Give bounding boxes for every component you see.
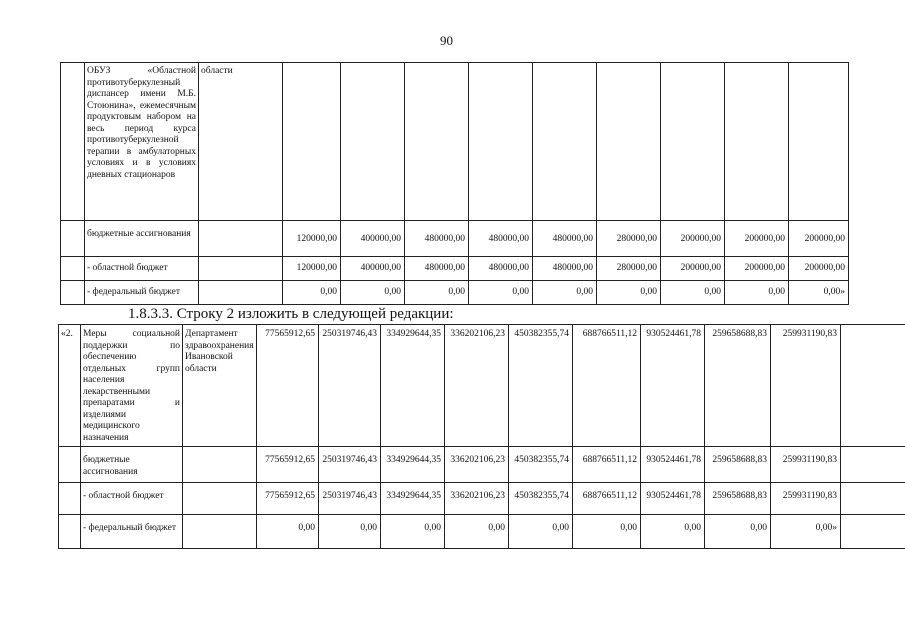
value-cell: 200000,00 [661, 221, 725, 257]
value-cell: 930524461,78 [641, 325, 705, 447]
empty-cell [183, 447, 257, 483]
value-cell: 259931190,83 [771, 447, 841, 483]
value-cell: 688766511,12 [573, 325, 641, 447]
value-cell: 259658688,83 [705, 325, 771, 447]
value-cell: 250319746,43 [319, 483, 381, 515]
empty-cell [61, 257, 85, 281]
value-cell: 0,00 [283, 281, 341, 305]
empty-cell [199, 257, 283, 281]
value-cell: 930524461,78 [641, 483, 705, 515]
value-cell: 0,00 [573, 515, 641, 549]
table-row [59, 447, 905, 483]
table-row [61, 63, 849, 221]
empty-cell [841, 325, 905, 447]
value-cell: 120000,00 [283, 257, 341, 281]
empty-cell [725, 63, 789, 221]
value-cell: 0,00 [319, 515, 381, 549]
empty-cell [199, 281, 283, 305]
empty-cell [183, 483, 257, 515]
value-cell: 0,00» [789, 281, 849, 305]
executor-cell: Департамент здравоохранения Ивановской области [183, 325, 257, 447]
value-cell: 280000,00 [597, 257, 661, 281]
value-cell: 200000,00 [661, 257, 725, 281]
value-cell: 334929644,35 [381, 447, 445, 483]
value-cell: 0,00 [641, 515, 705, 549]
table-row [59, 515, 905, 549]
empty-cell [59, 447, 81, 483]
empty-cell [59, 483, 81, 515]
section-heading: 1.8.3.3. Строку 2 изложить в следующей редакции: [128, 306, 454, 322]
row-label: - федеральный бюджет [81, 515, 183, 549]
value-cell: 259658688,83 [705, 447, 771, 483]
value-cell: 0,00 [469, 281, 533, 305]
value-cell: 336202106,23 [445, 447, 509, 483]
value-cell: 0,00 [725, 281, 789, 305]
value-cell: 0,00 [597, 281, 661, 305]
value-cell: 280000,00 [597, 221, 661, 257]
value-cell: 77565912,65 [257, 483, 319, 515]
empty-cell [341, 63, 405, 221]
table-upper [60, 62, 849, 305]
row-label: - областной бюджет [81, 483, 183, 515]
value-cell: 0,00» [771, 515, 841, 549]
value-cell: 480000,00 [469, 257, 533, 281]
value-cell: 200000,00 [789, 257, 849, 281]
value-cell: 0,00 [405, 281, 469, 305]
value-cell: 480000,00 [533, 257, 597, 281]
value-cell: 0,00 [705, 515, 771, 549]
value-cell: 200000,00 [789, 221, 849, 257]
empty-cell [597, 63, 661, 221]
table-row [61, 221, 849, 257]
empty-cell [405, 63, 469, 221]
value-cell: 200000,00 [725, 221, 789, 257]
row-label: бюджетные ассигнования [85, 221, 199, 257]
value-cell: 480000,00 [405, 257, 469, 281]
value-cell: 450382355,74 [509, 325, 573, 447]
value-cell: 400000,00 [341, 221, 405, 257]
empty-cell [533, 63, 597, 221]
value-cell: 450382355,74 [509, 483, 573, 515]
empty-cell [183, 515, 257, 549]
value-cell: 688766511,12 [573, 447, 641, 483]
value-cell: 480000,00 [405, 221, 469, 257]
value-cell: 0,00 [509, 515, 573, 549]
value-cell: 450382355,74 [509, 447, 573, 483]
value-cell: 480000,00 [533, 221, 597, 257]
empty-cell [469, 63, 533, 221]
table-row [61, 281, 849, 305]
empty-cell [841, 483, 905, 515]
value-cell: 688766511,12 [573, 483, 641, 515]
value-cell: 250319746,43 [319, 325, 381, 447]
value-cell: 77565912,65 [257, 325, 319, 447]
table-row [59, 483, 905, 515]
empty-cell [61, 221, 85, 257]
value-cell: 400000,00 [341, 257, 405, 281]
value-cell: 77565912,65 [257, 447, 319, 483]
value-cell: 480000,00 [469, 221, 533, 257]
row-number-cell: «2. [59, 325, 81, 447]
row-number-cell [61, 63, 85, 221]
empty-cell [841, 515, 905, 549]
empty-cell [841, 447, 905, 483]
value-cell: 0,00 [661, 281, 725, 305]
empty-cell [199, 221, 283, 257]
table-row [59, 325, 905, 447]
value-cell: 334929644,35 [381, 483, 445, 515]
value-cell: 0,00 [257, 515, 319, 549]
value-cell: 200000,00 [725, 257, 789, 281]
row-label: бюджетные ассигнования [81, 447, 183, 483]
empty-cell [789, 63, 849, 221]
value-cell: 259931190,83 [771, 325, 841, 447]
value-cell: 120000,00 [283, 221, 341, 257]
row-label: - областной бюджет [85, 257, 199, 281]
page-number: 90 [440, 33, 453, 48]
program-name-cell: ОБУЗ «Областной противотуберкулезный диспансер имени М.Б. Стоюнина», ежемесячным продуктовым набором на весь период курса противотуберкулезной терапии в амбулаторных условиях и в условиях дневных стационаров [85, 63, 199, 221]
empty-cell [61, 281, 85, 305]
value-cell: 0,00 [533, 281, 597, 305]
table-row [61, 257, 849, 281]
table-lower [58, 324, 905, 549]
value-cell: 930524461,78 [641, 447, 705, 483]
empty-cell [59, 515, 81, 549]
value-cell: 0,00 [341, 281, 405, 305]
value-cell: 0,00 [381, 515, 445, 549]
row-label: - федеральный бюджет [85, 281, 199, 305]
empty-cell [661, 63, 725, 221]
value-cell: 0,00 [445, 515, 509, 549]
program-name-cell: Меры социальной поддержки по обеспечению отдельных групп населения лекарственными препаратами и изделиями медицинского назначения [81, 325, 183, 447]
value-cell: 336202106,23 [445, 325, 509, 447]
executor-cell: области [199, 63, 283, 221]
value-cell: 336202106,23 [445, 483, 509, 515]
value-cell: 259658688,83 [705, 483, 771, 515]
value-cell: 259931190,83 [771, 483, 841, 515]
value-cell: 250319746,43 [319, 447, 381, 483]
value-cell: 334929644,35 [381, 325, 445, 447]
empty-cell [283, 63, 341, 221]
